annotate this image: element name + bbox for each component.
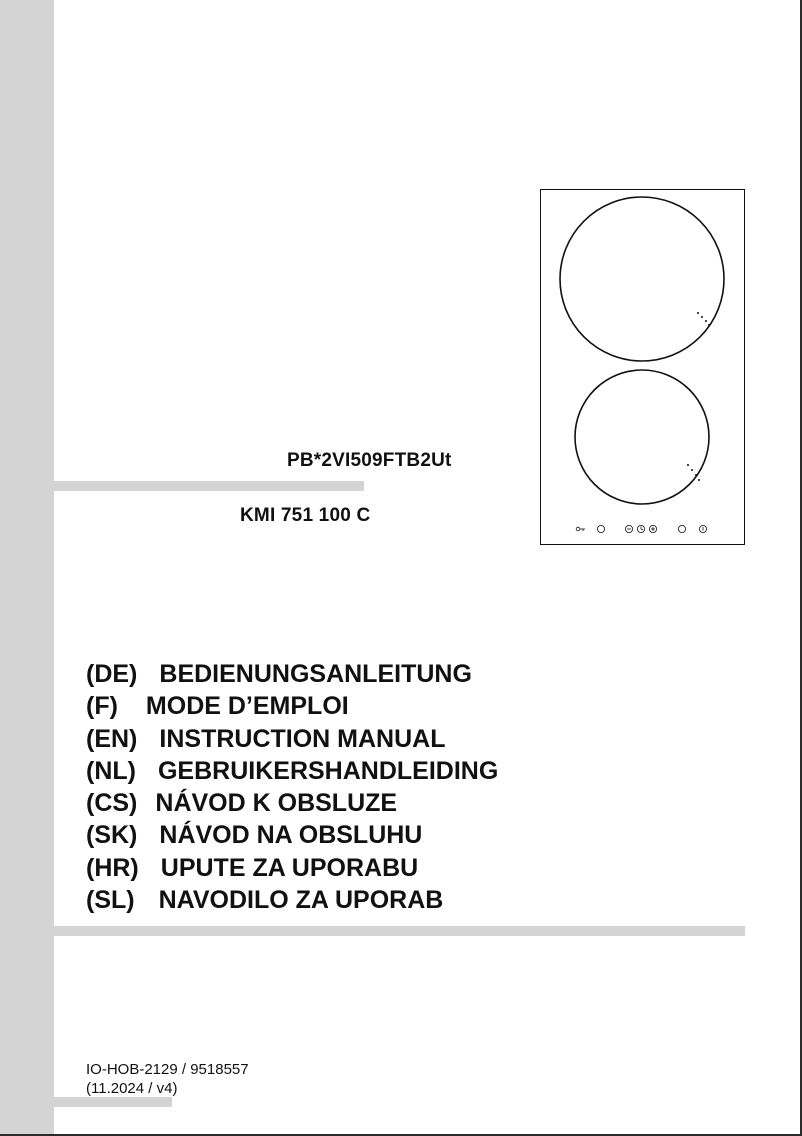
language-item-de [86,658,498,690]
language-code: (EN) [86,724,138,753]
document-id [86,1060,249,1098]
language-item-hr [86,852,498,884]
language-list [86,658,498,916]
hob-outline [541,190,745,545]
language-code: (SK) [86,821,138,850]
language-code: (DE) [86,660,138,688]
language-title: UPUTE ZA UPORABU [160,853,419,882]
language-code: (NL) [86,756,136,785]
language-divider-bar [54,926,745,936]
language-title: INSTRUCTION MANUAL [159,724,446,753]
left-gray-band [0,0,54,1136]
language-item-sk [86,819,498,851]
language-code: (CS) [86,789,138,818]
language-title: NÁVOD K OBSLUZE [155,789,398,818]
hob-illustration [540,189,745,545]
language-title: MODE D’EMPLOI [145,692,349,721]
language-item-f [86,690,498,722]
model-name: KMI 751 100 C [240,505,371,526]
model-divider-bar [54,481,364,491]
language-code: (SL) [86,886,135,915]
language-code: (F) [86,692,118,721]
language-item-cs [86,787,498,819]
language-code: (HR) [86,853,139,882]
language-title: BEDIENUNGSANLEITUNG [159,660,472,688]
document-divider-bar [54,1097,172,1107]
language-item-sl [86,884,498,916]
language-item-nl [86,755,498,787]
language-title: NAVODILO ZA UPORAB [158,886,444,915]
language-title: NÁVOD NA OBSLUHU [159,821,423,850]
document-number: IO-HOB-2129 / 9518557 [86,1061,249,1078]
language-item-en [86,723,498,755]
document-version: (11.2024 / v4) [86,1080,178,1097]
language-title: GEBRUIKERSHANDLEIDING [157,756,499,785]
model-code: PB*2VI509FTB2Ut [287,450,452,471]
